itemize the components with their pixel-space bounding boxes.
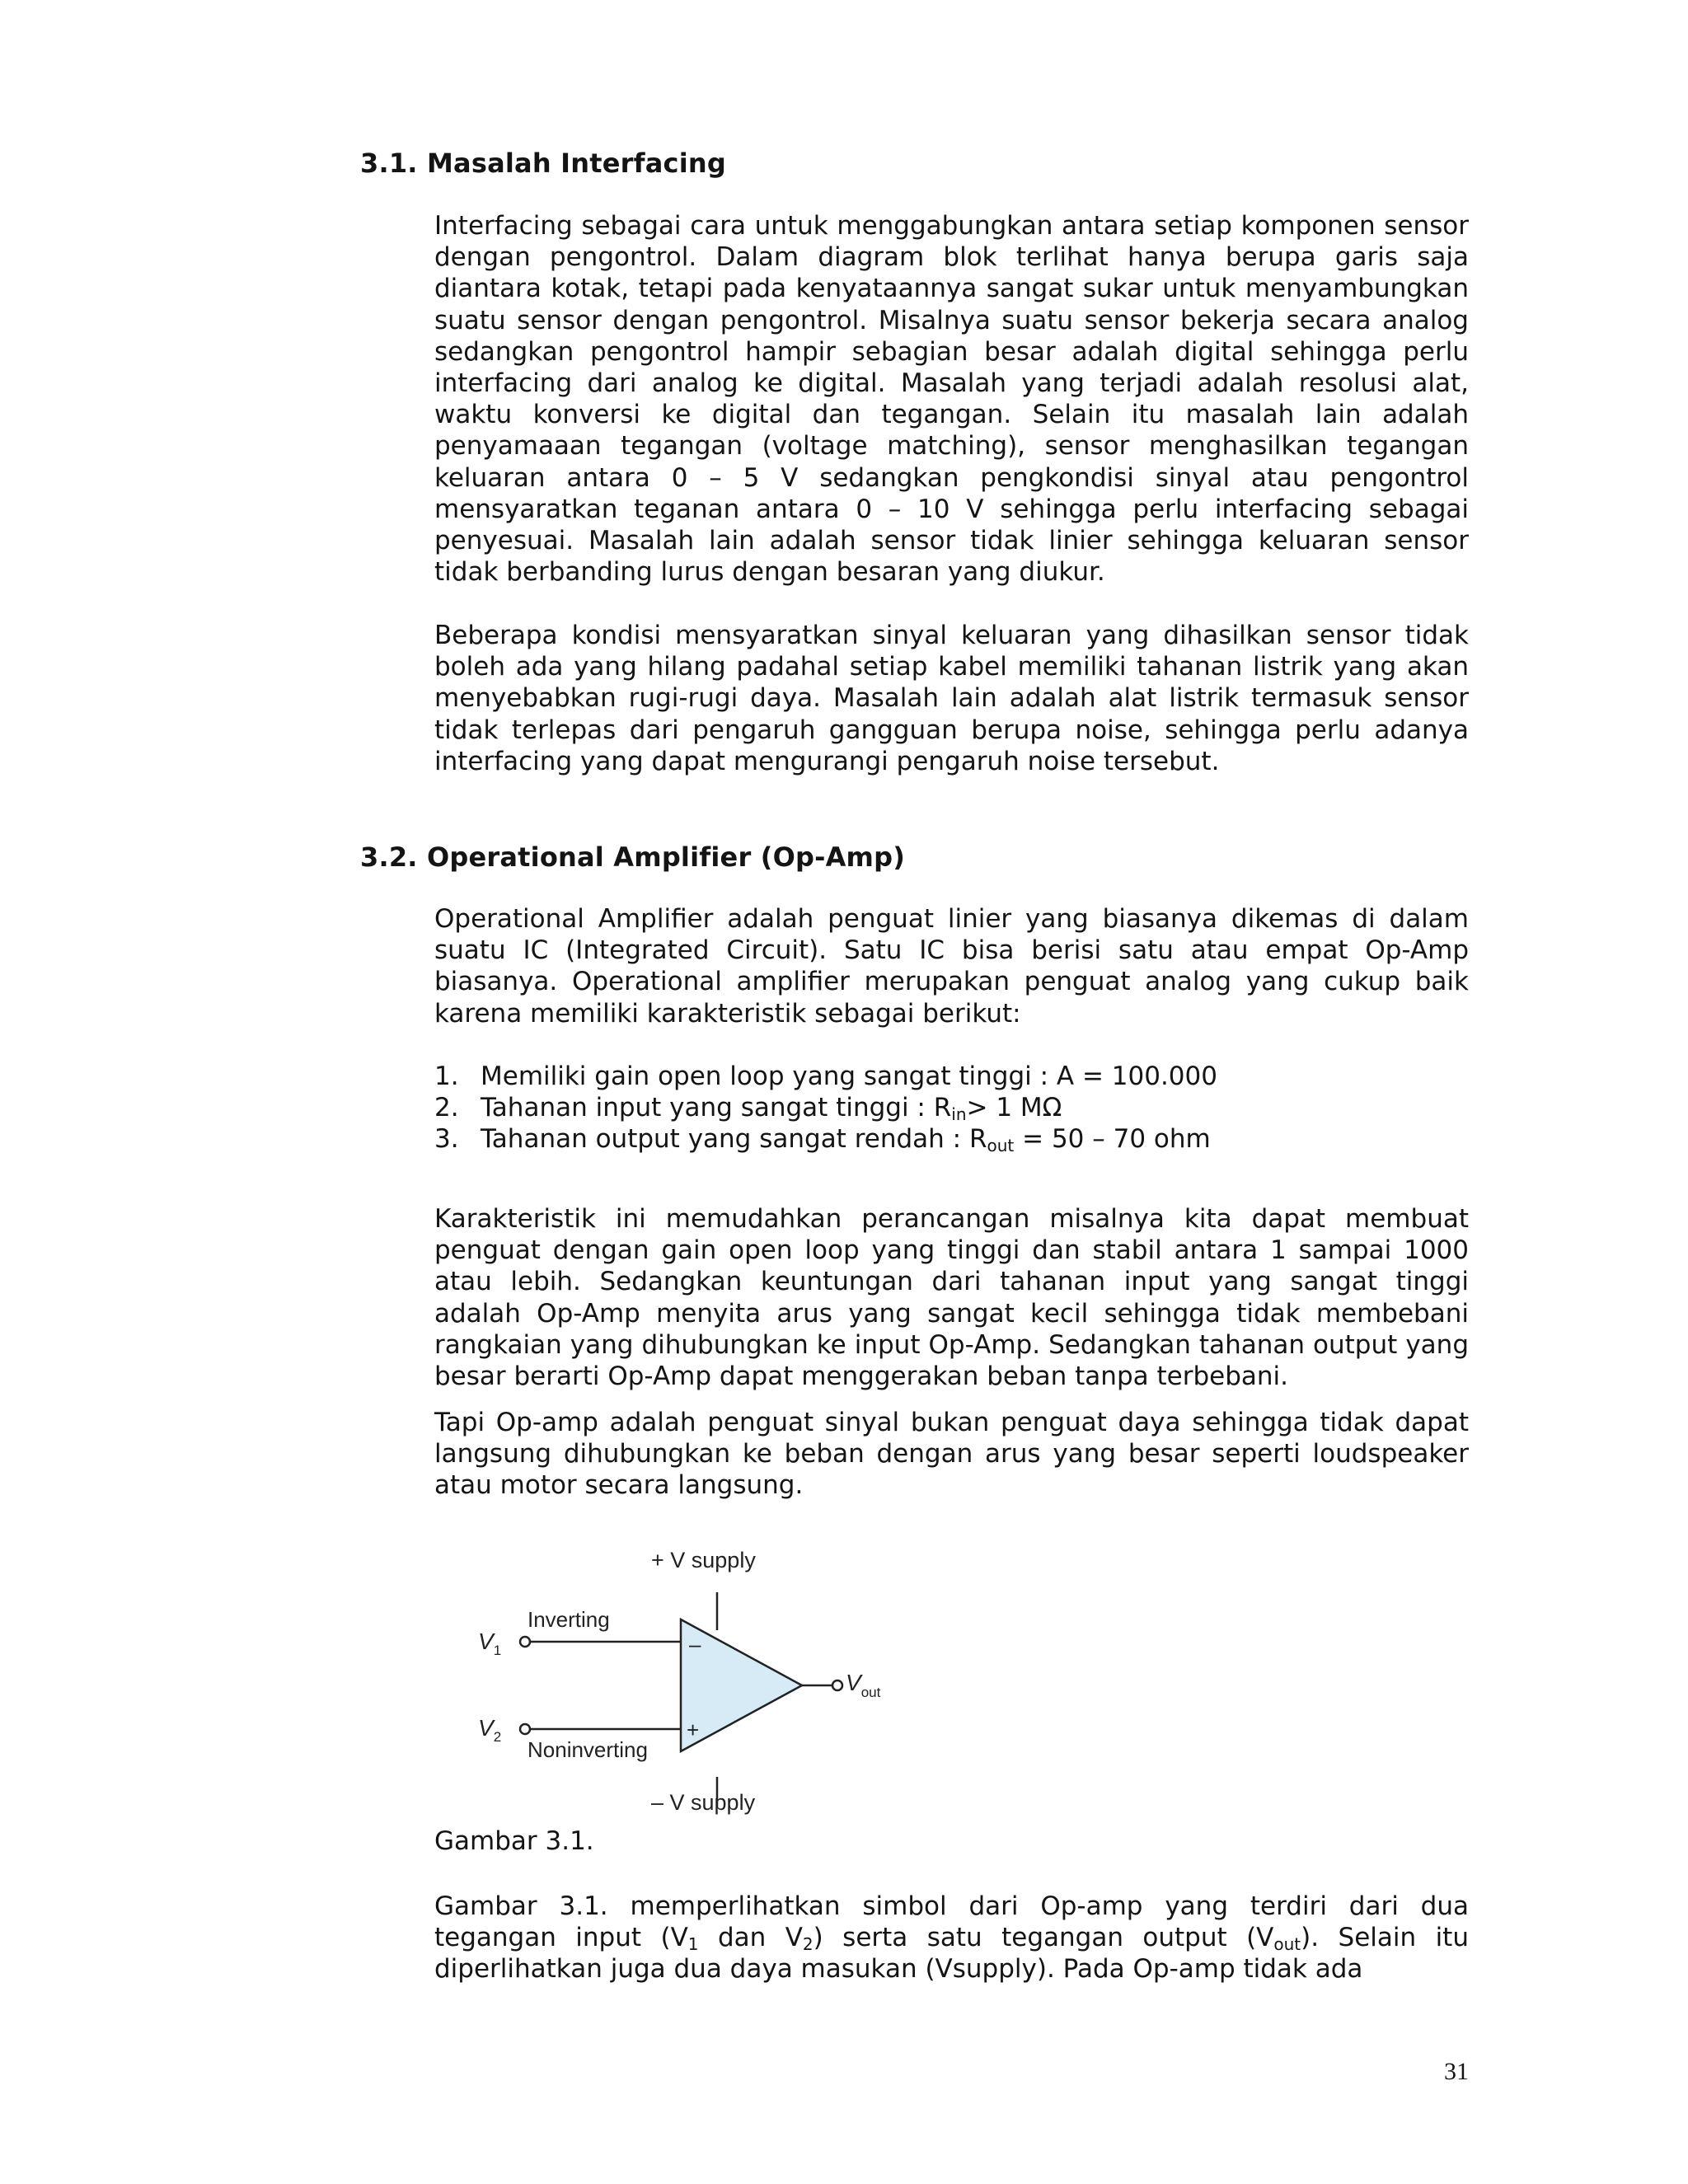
noninverting-label: Noninverting: [528, 1737, 648, 1762]
para4-text-2: dan V: [698, 1923, 803, 1953]
v1-label: [478, 1629, 501, 1658]
v2-terminal: [520, 1724, 530, 1734]
figure-caption: Gambar 3.1.: [434, 1826, 594, 1856]
para4-text-3: ) serta satu tegangan output (V: [813, 1923, 1274, 1953]
paragraph-opamp-intro: Operational Amplifier adalah penguat linier yang biasanya dikemas di dalam suatu IC (Integrated Circuit). Satu IC bisa berisi satu atau empat Op-Amp biasanya. Operational amplifier merupakan penguat analog yang cukup baik karena memiliki karakteristik sebagai berikut:: [434, 904, 1469, 1029]
opamp-figure: [462, 1541, 907, 1821]
section-heading-3-1: 3.1. Masalah Interfacing: [360, 148, 726, 179]
list-item-text: [481, 1092, 1062, 1123]
list-item: [434, 1092, 1469, 1123]
subscript-1: 1: [687, 1934, 699, 1955]
v2-label-sub: 2: [493, 1729, 502, 1745]
paragraph-interfacing-1: Interfacing sebagai cara untuk menggabungkan antara setiap komponen sensor dengan pengontrol. Dalam diagram blok terlihat hanya berupa garis saja diantara kotak, tetapi pada kenyataannya sangat sukar untuk menyambungkan suatu sensor dengan pengontrol. Misalnya suatu sensor bekerja secara analog sedangkan pengontrol hampir sebagian besar adalah digital sehingga perlu interfacing dari analog ke digital. Masalah yang terjadi adalah resolusi alat, waktu konversi ke digital dan tegangan. Selain itu masalah lain adalah penyamaaan tegangan (voltage matching), sensor menghasilkan tegangan keluaran antara 0 – 5 V sedangkan pengkondisi sinyal atau pengontrol mensyaratkan teganan antara 0 – 10 V sehingga perlu interfacing sebagai penyesuai. Masalah lain adalah sensor tidak linier sehingga keluaran sensor tidak berbanding lurus dengan besaran yang diukur.: [434, 211, 1469, 588]
subscript-2: 2: [802, 1934, 814, 1955]
minus-sign: –: [689, 1632, 701, 1657]
vout-label-main: V: [846, 1670, 861, 1695]
paragraph-figure-description: [434, 1891, 1469, 1985]
v1-label-main: V: [478, 1629, 494, 1654]
v1-label-sub: 1: [493, 1643, 502, 1658]
inverting-label: Inverting: [528, 1607, 610, 1632]
paragraph-interfacing-2: Beberapa kondisi mensyaratkan sinyal keluaran yang dihasilkan sensor tidak boleh ada yang hilang padahal setiap kabel memiliki tahanan listrik yang akan menyebabkan rugi-rugi daya. Masalah lain adalah alat listrik termasuk sensor tidak terlepas dari pengaruh gangguan berupa noise, sehingga perlu adanya interfacing yang dapat mengurangi pengaruh noise tersebut.: [434, 621, 1469, 776]
list-item-text-pre: Tahanan output yang sangat rendah : R: [481, 1124, 987, 1155]
plus-sign: +: [687, 1718, 700, 1742]
page-number: 31: [1444, 2058, 1469, 2085]
subscript-out: out: [987, 1136, 1015, 1156]
list-item-text-post: > 1 MΩ: [966, 1093, 1062, 1123]
list-item-text-pre: Tahanan input yang sangat tinggi : R: [481, 1093, 952, 1123]
list-item: [434, 1061, 1469, 1092]
vout-label: [846, 1670, 881, 1700]
vminus-label: – V supply: [651, 1790, 756, 1815]
para4-text-4: ). Selain itu diperlihatkan juga dua daya masukan (Vsupply). Pada Op-amp tidak ada: [434, 1923, 1469, 1985]
subscript-out: out: [1273, 1934, 1301, 1955]
list-item-text-post: = 50 – 70 ohm: [1014, 1124, 1211, 1155]
paragraph-opamp-signal: Tapi Op-amp adalah penguat sinyal bukan penguat daya sehingga tidak dapat langsung dihubungkan ke beban dengan arus yang besar seperti loudspeaker atau motor secara langsung.: [434, 1408, 1469, 1501]
list-item-text: [481, 1123, 1211, 1155]
list-item-text: Memiliki gain open loop yang sangat tinggi : A = 100.000: [481, 1062, 1217, 1091]
v1-terminal: [520, 1637, 530, 1647]
subscript-in: in: [951, 1104, 967, 1125]
opamp-symbol-diagram: [462, 1541, 907, 1821]
list-number: 1.: [434, 1062, 459, 1091]
list-number: 3.: [434, 1124, 459, 1155]
list-item: [434, 1123, 1469, 1155]
vout-label-sub: out: [860, 1685, 881, 1700]
v2-label-main: V: [478, 1715, 494, 1741]
list-number: 2.: [434, 1093, 459, 1123]
paragraph-opamp-characteristics: Karakteristik ini memudahkan perancangan misalnya kita dapat membuat penguat dengan gain open loop yang tinggi dan stabil antara 1 sampai 1000 atau lebih. Sedangkan keuntungan dari tahanan input yang sangat tinggi adalah Op-Amp menyita arus yang sangat kecil sehingga tidak membebani rangkaian yang dihubungkan ke input Op-Amp. Sedangkan tahanan output yang besar berarti Op-Amp dapat menggerakan beban tanpa terbebani.: [434, 1204, 1469, 1392]
para4-text-1: Gambar 3.1. memperlihatkan simbol dari Op-amp yang terdiri dari dua tegangan input (V: [434, 1891, 1469, 1953]
section-heading-3-2: 3.2. Operational Amplifier (Op-Amp): [360, 841, 906, 873]
vout-terminal: [832, 1680, 842, 1690]
v2-label: [478, 1715, 501, 1745]
characteristics-list: [434, 1061, 1469, 1155]
vplus-label: + V supply: [651, 1548, 756, 1572]
